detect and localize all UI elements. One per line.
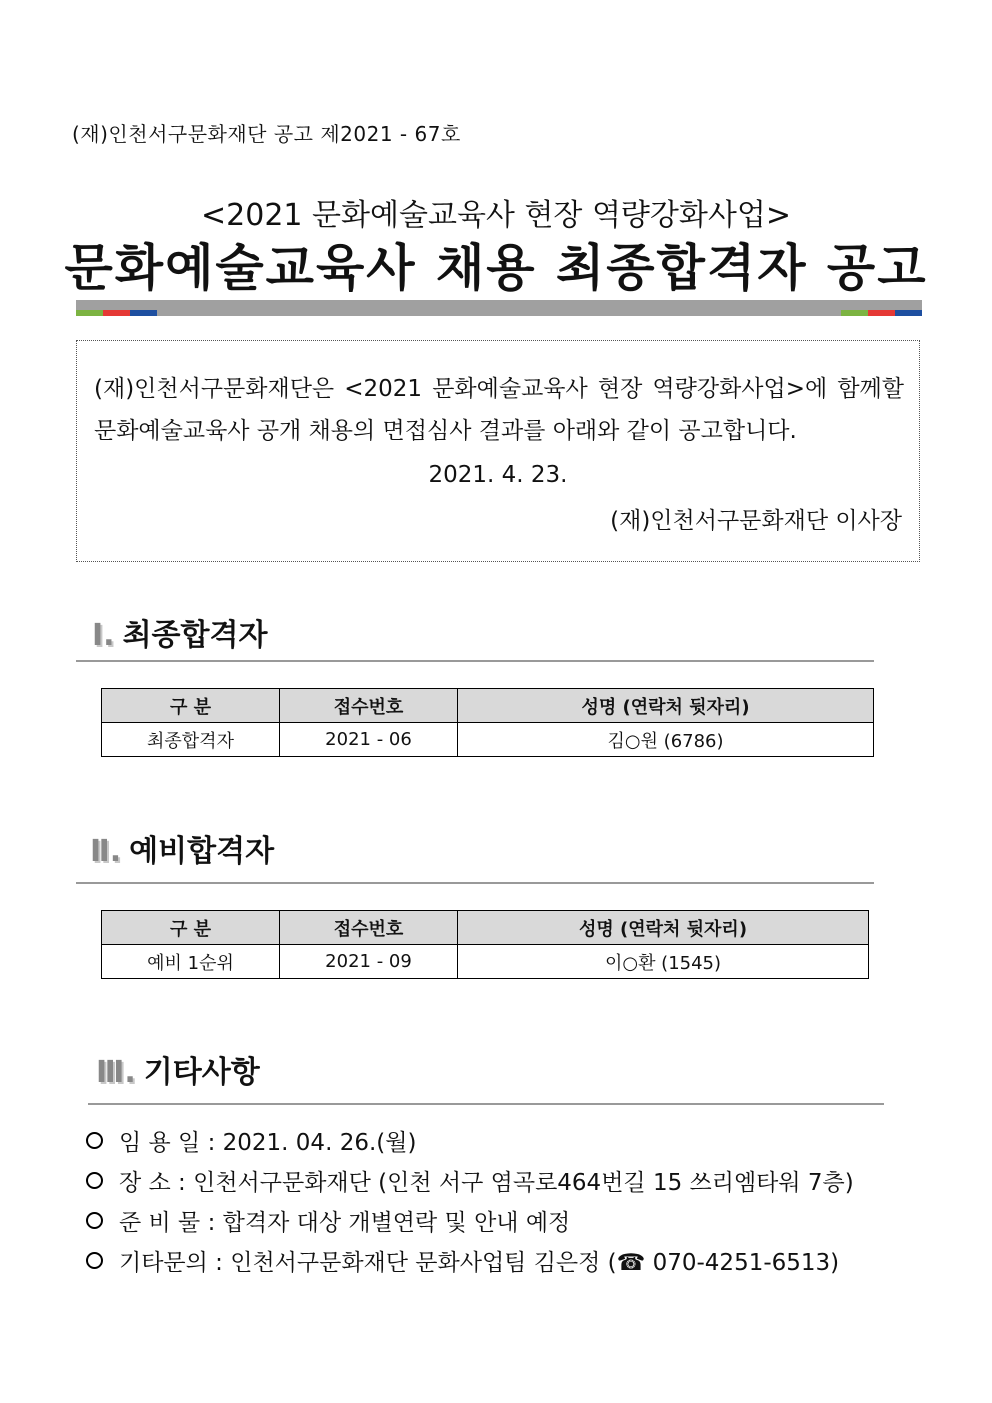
col-category-header: 구 분: [102, 689, 280, 723]
section-misc-rule: [88, 1103, 884, 1105]
list-item-preparation: 준 비 물 : 합격자 대상 개별연락 및 안내 예정: [86, 1204, 570, 1237]
cell-category: 최종합격자: [102, 723, 280, 757]
bar-accent-green-right: [841, 310, 868, 316]
cell-name: 이○환 (1545): [458, 945, 869, 979]
section-reserve-title: 예비합격자: [129, 834, 275, 869]
announcement-date: 2021. 4. 23.: [428, 462, 568, 488]
col-name-header: 성명 (연락처 뒷자리): [458, 911, 869, 945]
bar-accent-blue-left: [130, 310, 157, 316]
bar-accent-blue-right: [895, 310, 922, 316]
notice-number: (재)인천서구문화재단 공고 제2021 - 67호: [72, 122, 461, 146]
cell-receipt: 2021 - 09: [280, 945, 458, 979]
section-final-number: Ⅰ.: [92, 618, 115, 653]
bar-accent-green-left: [76, 310, 103, 316]
circle-bullet-icon: [86, 1172, 103, 1189]
table-row: [102, 945, 869, 979]
col-category-header: 구 분: [102, 911, 280, 945]
section-reserve-number: Ⅱ.: [90, 834, 122, 869]
reserve-passers-table: [101, 910, 869, 979]
cell-category: 예비 1순위: [102, 945, 280, 979]
bar-accent-red-right: [868, 310, 895, 316]
circle-bullet-icon: [86, 1252, 103, 1269]
section-misc-number: Ⅲ.: [96, 1055, 136, 1090]
intro-text: (재)인천서구문화재단은 <2021 문화예술교육사 현장 역량강화사업>에 함께할 문화예술교육사 공개 채용의 면접심사 결과를 아래와 같이 공고합니다.: [94, 376, 904, 444]
circle-bullet-icon: [86, 1212, 103, 1229]
section-reserve-rule: [76, 882, 874, 884]
section-final-heading: [92, 610, 267, 654]
section-reserve-heading: [90, 826, 274, 870]
document-subtitle: <2021 문화예술교육사 현장 역량강화사업>: [201, 198, 791, 233]
section-final-title: 최종합격자: [122, 618, 268, 653]
circle-bullet-icon: [86, 1132, 103, 1149]
section-misc-title: 기타사항: [143, 1055, 260, 1090]
section-misc-heading: [96, 1047, 260, 1091]
title-divider-bar: [76, 300, 922, 316]
cell-name: 김○원 (6786): [458, 723, 874, 757]
section-final-rule: [76, 660, 874, 662]
list-item-location: 장 소 : 인천서구문화재단 (인천 서구 염곡로464번길 15 쓰리엠타워 7층): [86, 1164, 854, 1197]
final-passers-table: [101, 688, 874, 757]
list-item-appointment-date: 임 용 일 : 2021. 04. 26.(월): [86, 1124, 416, 1157]
list-item-inquiry: 기타문의 : 인천서구문화재단 문화사업팀 김은정 (☎ 070-4251-6513): [86, 1244, 839, 1277]
document-title: 문화예술교육사 채용 최종합격자 공고: [64, 239, 928, 297]
col-name-header: 성명 (연락처 뒷자리): [458, 689, 874, 723]
table-header-row: [102, 689, 874, 723]
announcement-signature: (재)인천서구문화재단 이사장: [610, 508, 902, 534]
col-receipt-header: 접수번호: [280, 911, 458, 945]
col-receipt-header: 접수번호: [280, 689, 458, 723]
table-header-row: [102, 911, 869, 945]
table-row: [102, 723, 874, 757]
bar-accent-red-left: [103, 310, 130, 316]
cell-receipt: 2021 - 06: [280, 723, 458, 757]
